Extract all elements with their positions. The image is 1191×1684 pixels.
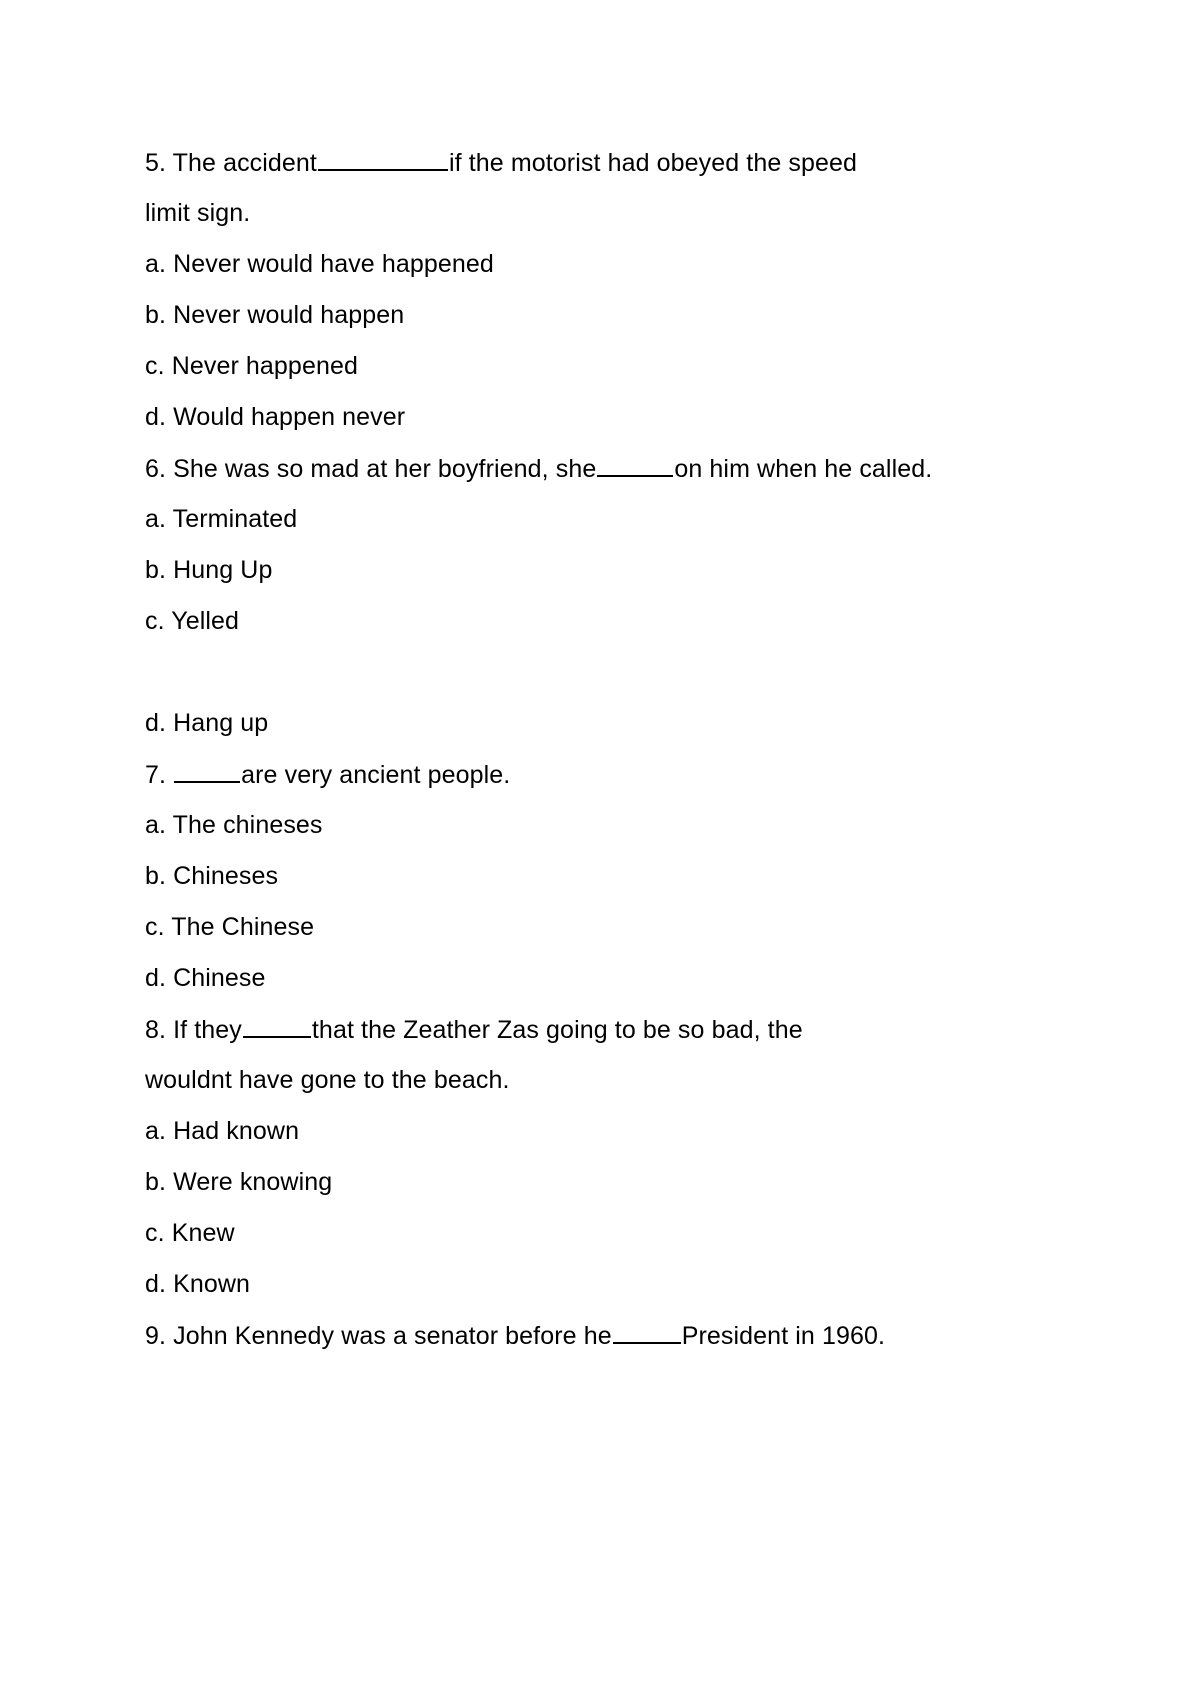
- question-6-stem: [145, 453, 932, 484]
- question-6-text-before: 6. She was so mad at her boyfriend, she: [145, 455, 597, 483]
- question-8-option-b: b. Were knowing: [145, 1168, 333, 1196]
- question-7-text-after: are very ancient people.: [241, 761, 511, 789]
- question-7-text-before: 7.: [145, 761, 174, 789]
- question-6-option-d: d. Hang up: [145, 709, 269, 737]
- question-5-option-a: a. Never would have happened: [145, 250, 494, 278]
- question-5-blank: [318, 147, 448, 171]
- question-8-option-a: a. Had known: [145, 1117, 300, 1145]
- question-5-option-c: c. Never happened: [145, 352, 358, 380]
- question-7-stem: [145, 759, 510, 790]
- question-9-blank: [613, 1320, 681, 1344]
- question-5-option-b: b. Never would happen: [145, 301, 405, 329]
- question-6-option-b: b. Hung Up: [145, 556, 273, 584]
- question-8-option-d: d. Known: [145, 1270, 251, 1298]
- question-8-blank: [243, 1014, 311, 1038]
- question-9-text-after: President in 1960.: [681, 1322, 886, 1350]
- question-7-option-b: b. Chineses: [145, 862, 279, 890]
- question-9-stem: [145, 1320, 885, 1351]
- question-7-blank: [174, 759, 240, 783]
- question-7-option-a: a. The chineses: [145, 811, 323, 839]
- question-5-option-d: d. Would happen never: [145, 403, 406, 431]
- question-5-stem: [145, 147, 857, 178]
- question-7-option-c: c. The Chinese: [145, 913, 315, 941]
- question-6-blank: [597, 453, 673, 477]
- question-8-option-c: c. Knew: [145, 1219, 235, 1247]
- question-6-option-c: c. Yelled: [145, 607, 240, 635]
- question-6-option-a: a. Terminated: [145, 505, 298, 533]
- question-8-stem-continued: wouldnt have gone to the beach.: [145, 1066, 510, 1094]
- question-6-text-after: on him when he called.: [674, 455, 933, 483]
- question-8-stem: [145, 1014, 803, 1045]
- question-9-text-before: 9. John Kennedy was a senator before he: [145, 1322, 612, 1350]
- question-5-text-before: 5. The accident: [145, 149, 317, 177]
- question-5-stem-continued: limit sign.: [145, 199, 251, 227]
- question-8-text-after: that the Zeather Zas going to be so bad, the: [311, 1016, 803, 1044]
- question-8-text-before: 8. If they: [145, 1016, 242, 1044]
- question-5-text-after: if the motorist had obeyed the speed: [448, 149, 858, 177]
- question-7-option-d: d. Chinese: [145, 964, 266, 992]
